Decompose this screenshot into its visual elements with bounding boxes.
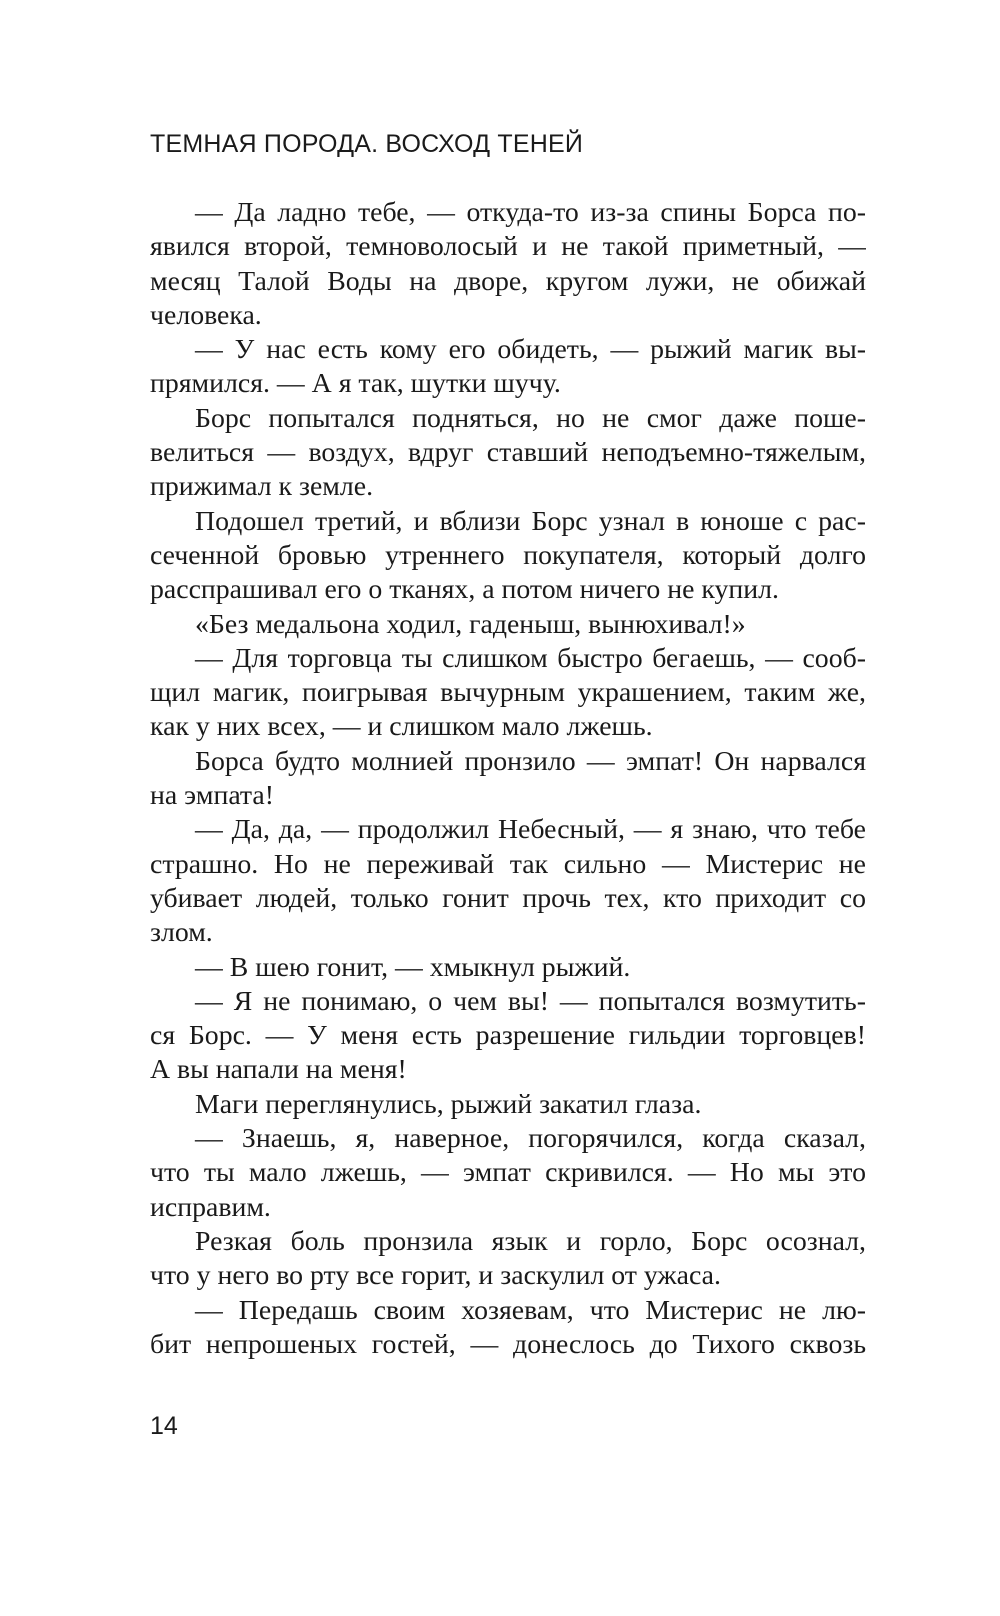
text-line: расспрашивал его о тканях, а потом ничего не купил. (150, 574, 779, 606)
text-line: сеченной бровью утреннего покупателя, который долго (150, 539, 866, 571)
text-line: Резкая боль пронзила язык и горло, Борс осознал, (195, 1225, 866, 1257)
text-line: щил магик, поигрывая вычурным украшением, таким же, (150, 677, 866, 709)
text-line: А вы напали на меня! (150, 1054, 407, 1086)
page-body (150, 196, 866, 1362)
text-line: прямился. — А я так, шутки шучу. (150, 368, 561, 400)
text-line: прижимал к земле. (150, 471, 374, 503)
text-line: Борс попытался подняться, но не смог даже поше- (195, 402, 866, 434)
text-line: убивает людей, только гонит прочь тех, кто приходит со (150, 882, 866, 914)
text-line: как у них всех, — и слишком мало лжешь. (150, 711, 653, 743)
text-line: Подошел третий, и вблизи Борс узнал в юноше с рас- (195, 505, 866, 537)
page-number: 14 (150, 1412, 178, 1440)
text-line: — Для торговца ты слишком быстро бегаешь, — сооб- (195, 642, 866, 674)
text-line: — Передашь своим хозяевам, что Мистерис не лю- (195, 1294, 866, 1326)
text-line: — Да, да, — продолжил Небесный, — я знаю, что тебе (195, 814, 866, 846)
text-line: человека. (150, 299, 262, 331)
text-line: страшно. Но не переживай так сильно — Мистерис не (150, 848, 866, 880)
running-head: ТЕМНАЯ ПОРОДА. ВОСХОД ТЕНЕЙ (150, 130, 584, 158)
text-line: явился второй, темноволосый и не такой приметный, — (150, 231, 866, 263)
text-line: «Без медальона ходил, гаденыш, вынюхивал!» (195, 608, 746, 640)
text-line: Маги переглянулись, рыжий закатил глаза. (195, 1088, 702, 1120)
text-line: исправим. (150, 1191, 271, 1223)
text-line: ся Борс. — У меня есть разрешение гильдии торговцев! (150, 1020, 866, 1052)
text-line: — Я не понимаю, о чем вы! — попытался возмутить- (195, 985, 866, 1017)
text-line: — Да ладно тебе, — откуда-то из-за спины Борса по- (195, 197, 866, 228)
text-line: злом. (150, 917, 213, 949)
text-line: что ты мало лжешь, — эмпат скривился. — Но мы это (150, 1157, 866, 1189)
text-line: — У нас есть кому его обидеть, — рыжий магик вы- (195, 334, 866, 366)
text-line: — В шею гонит, — хмыкнул рыжий. (195, 951, 631, 983)
text-line: на эмпата! (150, 780, 275, 812)
text-line: велиться — воздух, вдруг ставший неподъемно-тяжелым, (150, 437, 866, 469)
text-line: Борса будто молнией пронзило — эмпат! Он нарвался (195, 745, 866, 777)
text-line: что у него во рту все горит, и заскулил от ужаса. (150, 1260, 721, 1292)
text-line: месяц Талой Воды на дворе, кругом лужи, не обижай (150, 265, 866, 297)
text-line: — Знаешь, я, наверное, погорячился, когда сказал, (195, 1123, 866, 1155)
text-line: бит непрошеных гостей, — донеслось до Тихого сквозь (150, 1328, 866, 1360)
